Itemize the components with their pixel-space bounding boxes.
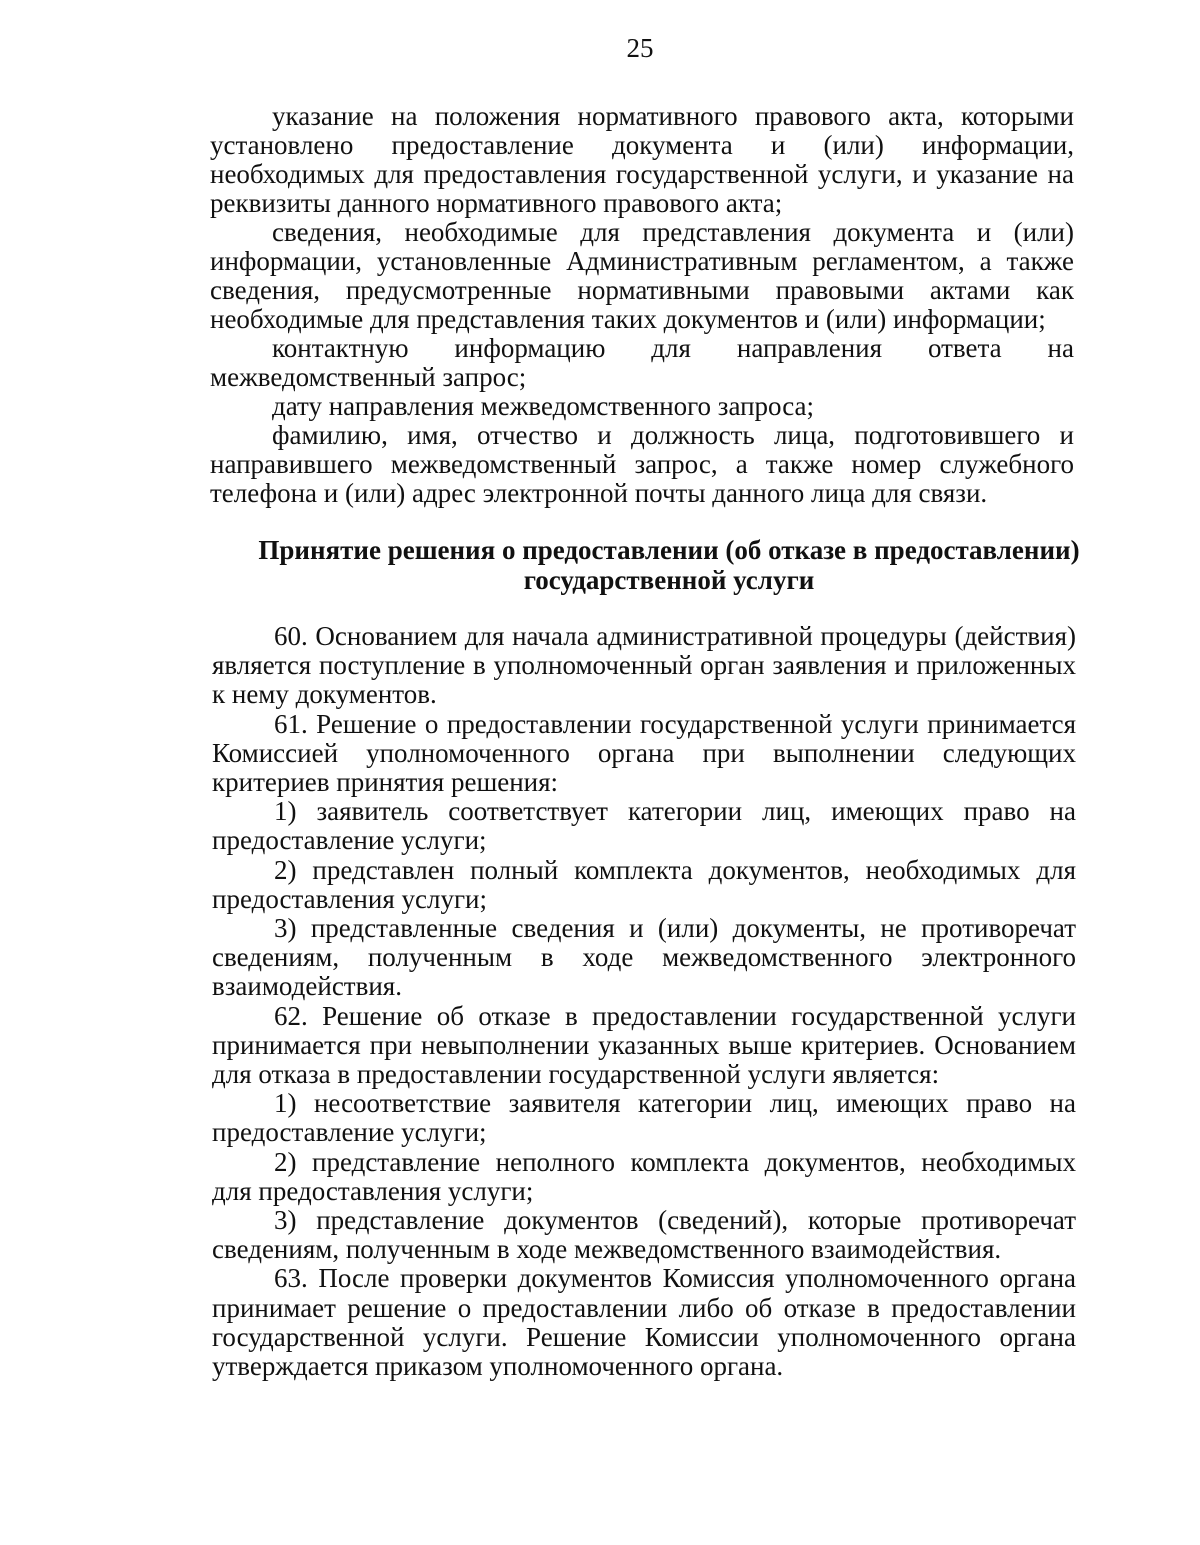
clause-61: 61. Решение о предоставлении государственной услуги принимается Комиссией уполномоченного органа при выполнении следующих критериев принятия решения: <box>212 708 1076 798</box>
clauses-block <box>212 622 1076 1381</box>
list-item: контактную информацию для направления ответа на межведомственный запрос; <box>210 333 1074 392</box>
list-item: фамилию, имя, отчество и должность лица, подготовившего и направившего межведомственный запрос, а также номер служебного телефона и (или) адрес электронной почты данного лица для связи. <box>210 420 1074 508</box>
clause-62: 62. Решение об отказе в предоставлении государственной услуги принимается при невыполнении указанных выше критериев. Основанием для отказа в предоставлении государственной услуги является: <box>212 1000 1076 1090</box>
page-number: 25 <box>626 33 654 63</box>
section-heading-line: Принятие решения о предоставлении (об отказе в предоставлении) <box>258 535 1080 565</box>
clause-61-item-2: 2) представлен полный комплекта документов, необходимых для предоставления услуги; <box>212 854 1076 914</box>
list-item: дату направления межведомственного запроса; <box>272 391 815 421</box>
list-item: сведения, необходимые для представления документа и (или) информации, установленные Административным регламентом, а также сведения, предусмотренные нормативными правовыми актами как необходимые для представления таких документов и (или) информации; <box>210 217 1074 334</box>
section-heading-line: государственной услуги <box>523 565 815 595</box>
clause-62-item-1: 1) несоответствие заявителя категории лиц, имеющих право на предоставление услуги; <box>212 1088 1076 1148</box>
request-requirements-list <box>210 102 1074 508</box>
clause-63: 63. После проверки документов Комиссия уполномоченного органа принимает решение о предоставлении либо об отказе в предоставлении государственной услуги. Решение Комиссии уполномоченного органа утверждается приказом уполномоченного органа. <box>212 1263 1076 1382</box>
clause-60: 60. Основанием для начала административной процедуры (действия) является поступление в уполномоченный орган заявления и приложенных к нему документов. <box>212 621 1076 710</box>
clause-62-item-3: 3) представление документов (сведений), которые противоречат сведениям, полученным в ходе межведомственного взаимодействия. <box>212 1205 1076 1265</box>
clause-61-item-3: 3) представленные сведения и (или) документы, не противоречат сведениям, полученным в ходе межведомственного электронного взаимодействия. <box>212 913 1076 1002</box>
list-item: указание на положения нормативного правового акта, которыми установлено предоставление документа и (или) информации, необходимых для предоставления государственной услуги, и указание на реквизиты данного нормативного правового акта; <box>210 101 1074 218</box>
clause-62-item-2: 2) представление неполного комплекта документов, необходимых для предоставления услуги; <box>212 1146 1076 1206</box>
clause-61-item-1: 1) заявитель соответствует категории лиц, имеющих право на предоставление услуги; <box>212 796 1076 856</box>
section-heading <box>200 535 1138 595</box>
